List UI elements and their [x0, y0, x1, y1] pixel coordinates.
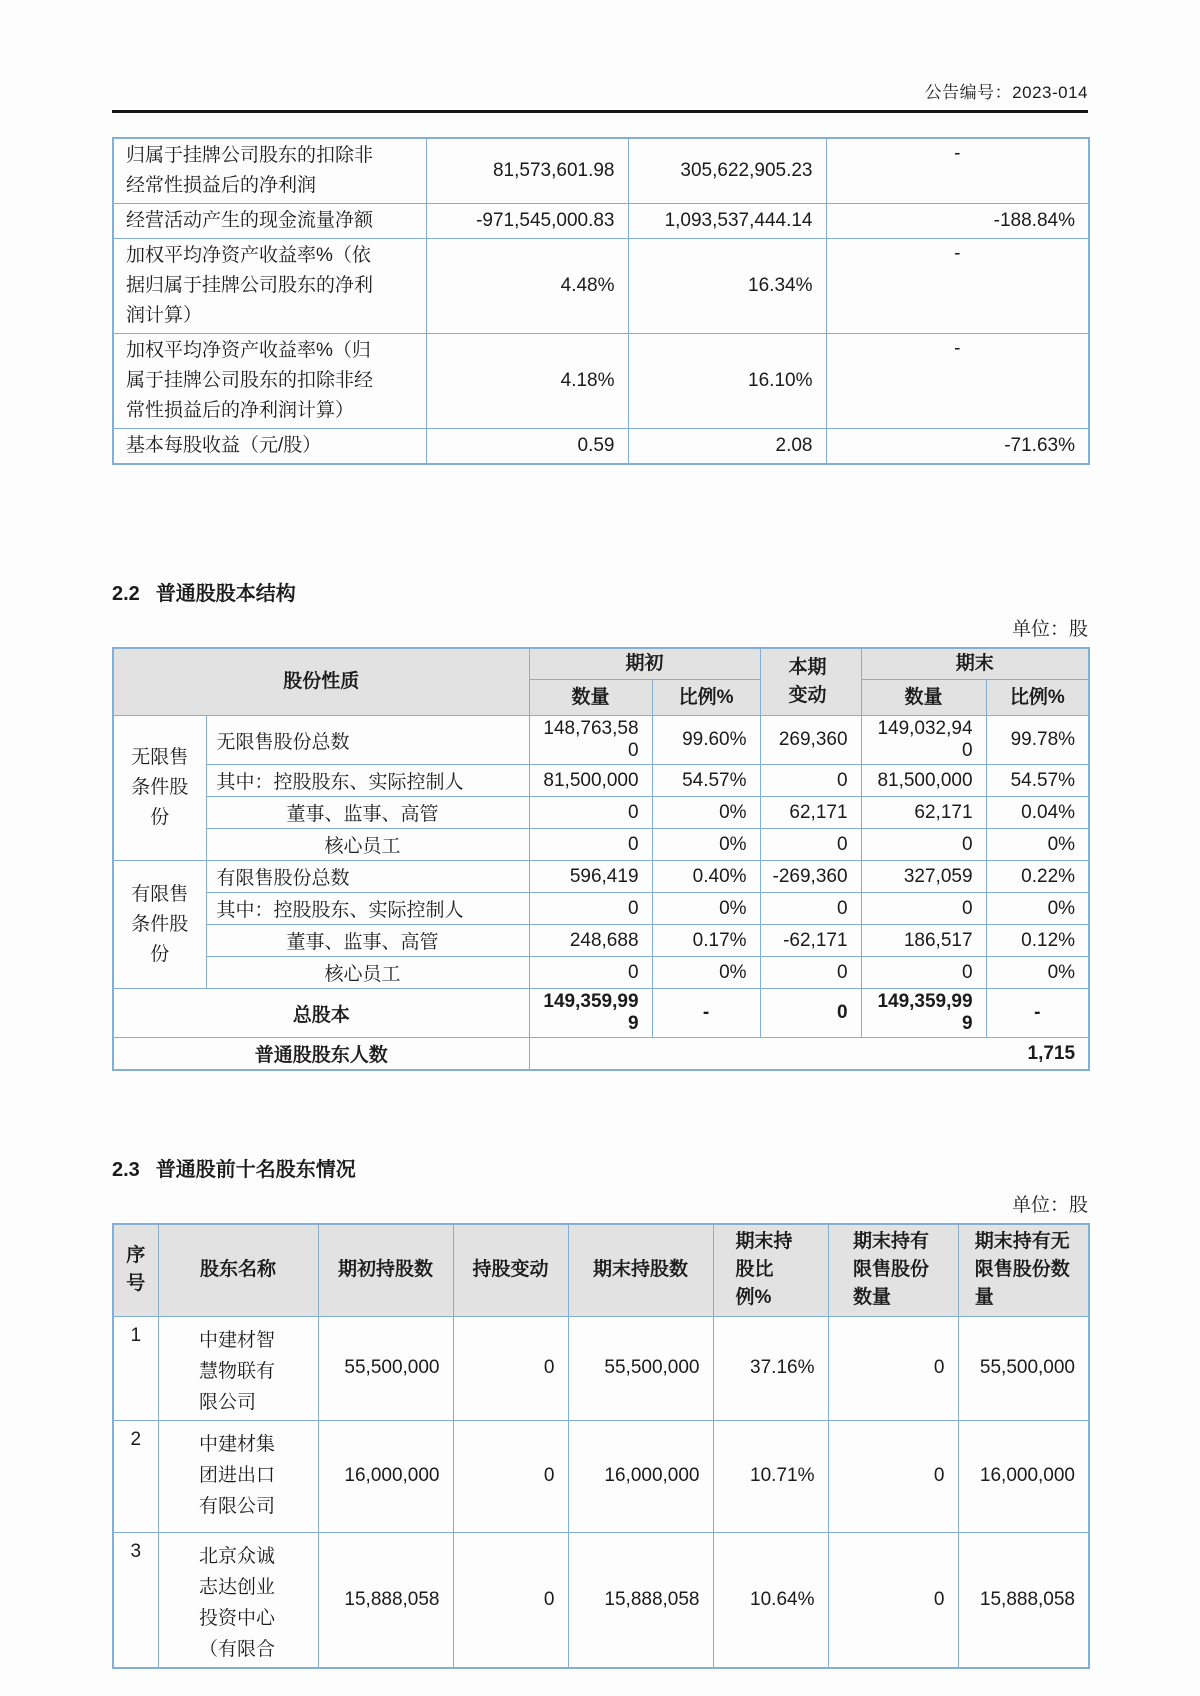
col-header-change: [760, 648, 861, 716]
end-quantity: 149,359,999: [861, 989, 986, 1038]
end-restricted-shares: 0: [828, 1316, 958, 1420]
holders-count-value: 1,715: [529, 1038, 1089, 1071]
change-value: -269,360: [760, 861, 861, 893]
end-ratio: -: [986, 989, 1089, 1038]
current-value: 81,573,601.98: [426, 138, 628, 204]
change-value: 0: [760, 989, 861, 1038]
end-ratio: 0.12%: [986, 925, 1089, 957]
share-change: 0: [453, 1316, 568, 1420]
shareholder-name-text: 中建材智慧物联有限公司: [199, 1329, 276, 1413]
header-divider: [112, 110, 1088, 113]
end-quantity: 0: [861, 957, 986, 989]
table-row: [113, 716, 1089, 765]
row-label: 董事、监事、高管: [206, 925, 529, 957]
col-header-ending: 期末: [861, 648, 1089, 680]
row-label: 归属于挂牌公司股东的扣除非经常性损益后的净利润: [113, 138, 426, 204]
table-row: [113, 1316, 1089, 1420]
prior-value: 305,622,905.23: [628, 138, 826, 204]
share-change: 0: [453, 1532, 568, 1668]
change-value: -: [826, 138, 1089, 204]
col-header-end-unrestricted: [958, 1224, 1089, 1316]
prior-value: 16.10%: [628, 334, 826, 429]
table-row: [113, 138, 1089, 204]
begin-ratio: -: [652, 989, 760, 1038]
row-label: 加权平均净资产收益率%（归属于挂牌公司股东的扣除非经常性损益后的净利润计算）: [113, 334, 426, 429]
unit-label: 单位：股: [1011, 1195, 1088, 1216]
end-restricted-shares: 0: [828, 1420, 958, 1532]
section-heading-2-2: [112, 577, 1088, 606]
page-content: [112, 0, 1088, 1669]
end-quantity: 81,500,000: [861, 765, 986, 797]
end-quantity: 62,171: [861, 797, 986, 829]
begin-ratio: 0%: [652, 957, 760, 989]
rank-number: 1: [113, 1316, 158, 1420]
announcement-number: 公告编号：2023-014: [924, 83, 1088, 102]
prior-value: 2.08: [628, 429, 826, 465]
end-ratio: 0.22%: [986, 861, 1089, 893]
table-row: [113, 893, 1089, 925]
col-header-begin-shares: 期初持股数: [318, 1224, 453, 1316]
col-header-end-quantity: 数量: [861, 680, 986, 716]
col-header-end-ratio: [713, 1224, 828, 1316]
col-header-begin-quantity: 数量: [529, 680, 652, 716]
current-value: 0.59: [426, 429, 628, 465]
table-row: [113, 1532, 1089, 1668]
begin-quantity: 148,763,580: [529, 716, 652, 765]
begin-quantity: 81,500,000: [529, 765, 652, 797]
unit-label: 单位：股: [1011, 619, 1088, 640]
header-row: [113, 1224, 1089, 1316]
shareholder-name-text: 中建材集团进出口有限公司: [199, 1433, 276, 1517]
total-label: 总股本: [113, 989, 529, 1038]
table-row: [113, 829, 1089, 861]
begin-ratio: 99.60%: [652, 716, 760, 765]
end-shares: 15,888,058: [568, 1532, 713, 1668]
total-row: [113, 989, 1089, 1038]
table-row: [113, 334, 1089, 429]
change-value: -: [826, 334, 1089, 429]
section-title: 普通股前十名股东情况: [155, 1159, 356, 1181]
change-value: 0: [760, 957, 861, 989]
end-quantity: 327,059: [861, 861, 986, 893]
table-row: [113, 925, 1089, 957]
end-quantity: 0: [861, 829, 986, 861]
table-row: [113, 239, 1089, 334]
col-header-begin-ratio: 比例%: [652, 680, 760, 716]
section-title: 普通股股本结构: [155, 583, 296, 605]
row-label: 核心员工: [206, 957, 529, 989]
group-label-restricted: 有限售条件股份: [113, 861, 206, 989]
table-row: [113, 861, 1089, 893]
end-restricted-shares: 0: [828, 1532, 958, 1668]
change-value: 0: [760, 765, 861, 797]
col-header-end-ratio-text: 期末持股比例%: [735, 1231, 793, 1309]
shareholder-name-text: 北京众诚志达创业投资中心（有限合: [199, 1545, 276, 1660]
group-label-unrestricted: 无限售条件股份: [113, 716, 206, 861]
begin-ratio: 0%: [652, 893, 760, 925]
end-shares: 55,500,000: [568, 1316, 713, 1420]
top-shareholders-table: [112, 1223, 1090, 1669]
end-ratio: 0%: [986, 893, 1089, 925]
col-header-end-restricted: [828, 1224, 958, 1316]
change-value: 0: [760, 893, 861, 925]
row-label: 董事、监事、高管: [206, 797, 529, 829]
change-value: -188.84%: [826, 204, 1089, 239]
change-value: -: [826, 239, 1089, 334]
col-header-share-class: 股份性质: [113, 648, 529, 716]
row-label: 有限售股份总数: [206, 861, 529, 893]
table-row: [113, 797, 1089, 829]
change-value: 0: [760, 829, 861, 861]
change-value: 269,360: [760, 716, 861, 765]
table-row: [113, 765, 1089, 797]
rank-number: 2: [113, 1420, 158, 1532]
end-ratio: 0%: [986, 829, 1089, 861]
section-heading-2-3: [112, 1153, 1088, 1182]
row-label: 经营活动产生的现金流量净额: [113, 204, 426, 239]
row-label: 加权平均净资产收益率%（依据归属于挂牌公司股东的净利润计算）: [113, 239, 426, 334]
row-label: 核心员工: [206, 829, 529, 861]
col-header-end-shares: 期末持股数: [568, 1224, 713, 1316]
current-value: 4.48%: [426, 239, 628, 334]
begin-shares: 15,888,058: [318, 1532, 453, 1668]
col-header-end-unrestricted-text: 期末持有无限售股份数量: [974, 1231, 1070, 1309]
begin-quantity: 248,688: [529, 925, 652, 957]
current-value: 4.18%: [426, 334, 628, 429]
summary-table: [112, 137, 1090, 465]
shareholder-name: [158, 1420, 318, 1532]
holders-count-row: [113, 1038, 1089, 1071]
begin-quantity: 0: [529, 829, 652, 861]
section-number: 2.2: [112, 583, 140, 605]
row-label: 无限售股份总数: [206, 716, 529, 765]
col-header-share-change: 持股变动: [453, 1224, 568, 1316]
col-header-change-text: 本期变动: [788, 657, 827, 706]
begin-ratio: 0%: [652, 797, 760, 829]
header-row: [113, 648, 1089, 680]
end-unrestricted-shares: 55,500,000: [958, 1316, 1089, 1420]
table-row: [113, 957, 1089, 989]
col-header-seq: 序号: [113, 1224, 158, 1316]
section-number: 2.3: [112, 1159, 140, 1181]
begin-ratio: 0.17%: [652, 925, 760, 957]
table-row: [113, 1420, 1089, 1532]
end-ratio: 0.04%: [986, 797, 1089, 829]
col-header-shareholder-name: 股东名称: [158, 1224, 318, 1316]
row-label: 其中：控股股东、实际控制人: [206, 765, 529, 797]
change-value: -71.63%: [826, 429, 1089, 465]
end-quantity: 0: [861, 893, 986, 925]
prior-value: 1,093,537,444.14: [628, 204, 826, 239]
table-row: [113, 204, 1089, 239]
begin-shares: 55,500,000: [318, 1316, 453, 1420]
rank-number: 3: [113, 1532, 158, 1668]
begin-quantity: 0: [529, 797, 652, 829]
end-ratio: 10.71%: [713, 1420, 828, 1532]
col-header-end-ratio: 比例%: [986, 680, 1089, 716]
end-ratio: 0%: [986, 957, 1089, 989]
prior-value: 16.34%: [628, 239, 826, 334]
begin-ratio: 54.57%: [652, 765, 760, 797]
col-header-beginning: 期初: [529, 648, 760, 680]
end-quantity: 186,517: [861, 925, 986, 957]
end-ratio: 99.78%: [986, 716, 1089, 765]
current-value: -971,545,000.83: [426, 204, 628, 239]
change-value: -62,171: [760, 925, 861, 957]
end-unrestricted-shares: 15,888,058: [958, 1532, 1089, 1668]
end-quantity: 149,032,940: [861, 716, 986, 765]
share-structure-table: [112, 647, 1090, 1071]
table-row: [113, 429, 1089, 465]
holders-count-label: 普通股股东人数: [113, 1038, 529, 1071]
begin-quantity: 149,359,999: [529, 989, 652, 1038]
shareholder-name: [158, 1532, 318, 1668]
col-header-end-restricted-text: 期末持有限售股份数量: [853, 1231, 930, 1309]
begin-shares: 16,000,000: [318, 1420, 453, 1532]
change-value: 62,171: [760, 797, 861, 829]
end-unrestricted-shares: 16,000,000: [958, 1420, 1089, 1532]
begin-quantity: 596,419: [529, 861, 652, 893]
begin-ratio: 0.40%: [652, 861, 760, 893]
shareholder-name: [158, 1316, 318, 1420]
row-label: 基本每股收益（元/股）: [113, 429, 426, 465]
begin-ratio: 0%: [652, 829, 760, 861]
end-shares: 16,000,000: [568, 1420, 713, 1532]
end-ratio: 54.57%: [986, 765, 1089, 797]
begin-quantity: 0: [529, 893, 652, 925]
share-change: 0: [453, 1420, 568, 1532]
begin-quantity: 0: [529, 957, 652, 989]
end-ratio: 37.16%: [713, 1316, 828, 1420]
row-label: 其中：控股股东、实际控制人: [206, 893, 529, 925]
end-ratio: 10.64%: [713, 1532, 828, 1668]
